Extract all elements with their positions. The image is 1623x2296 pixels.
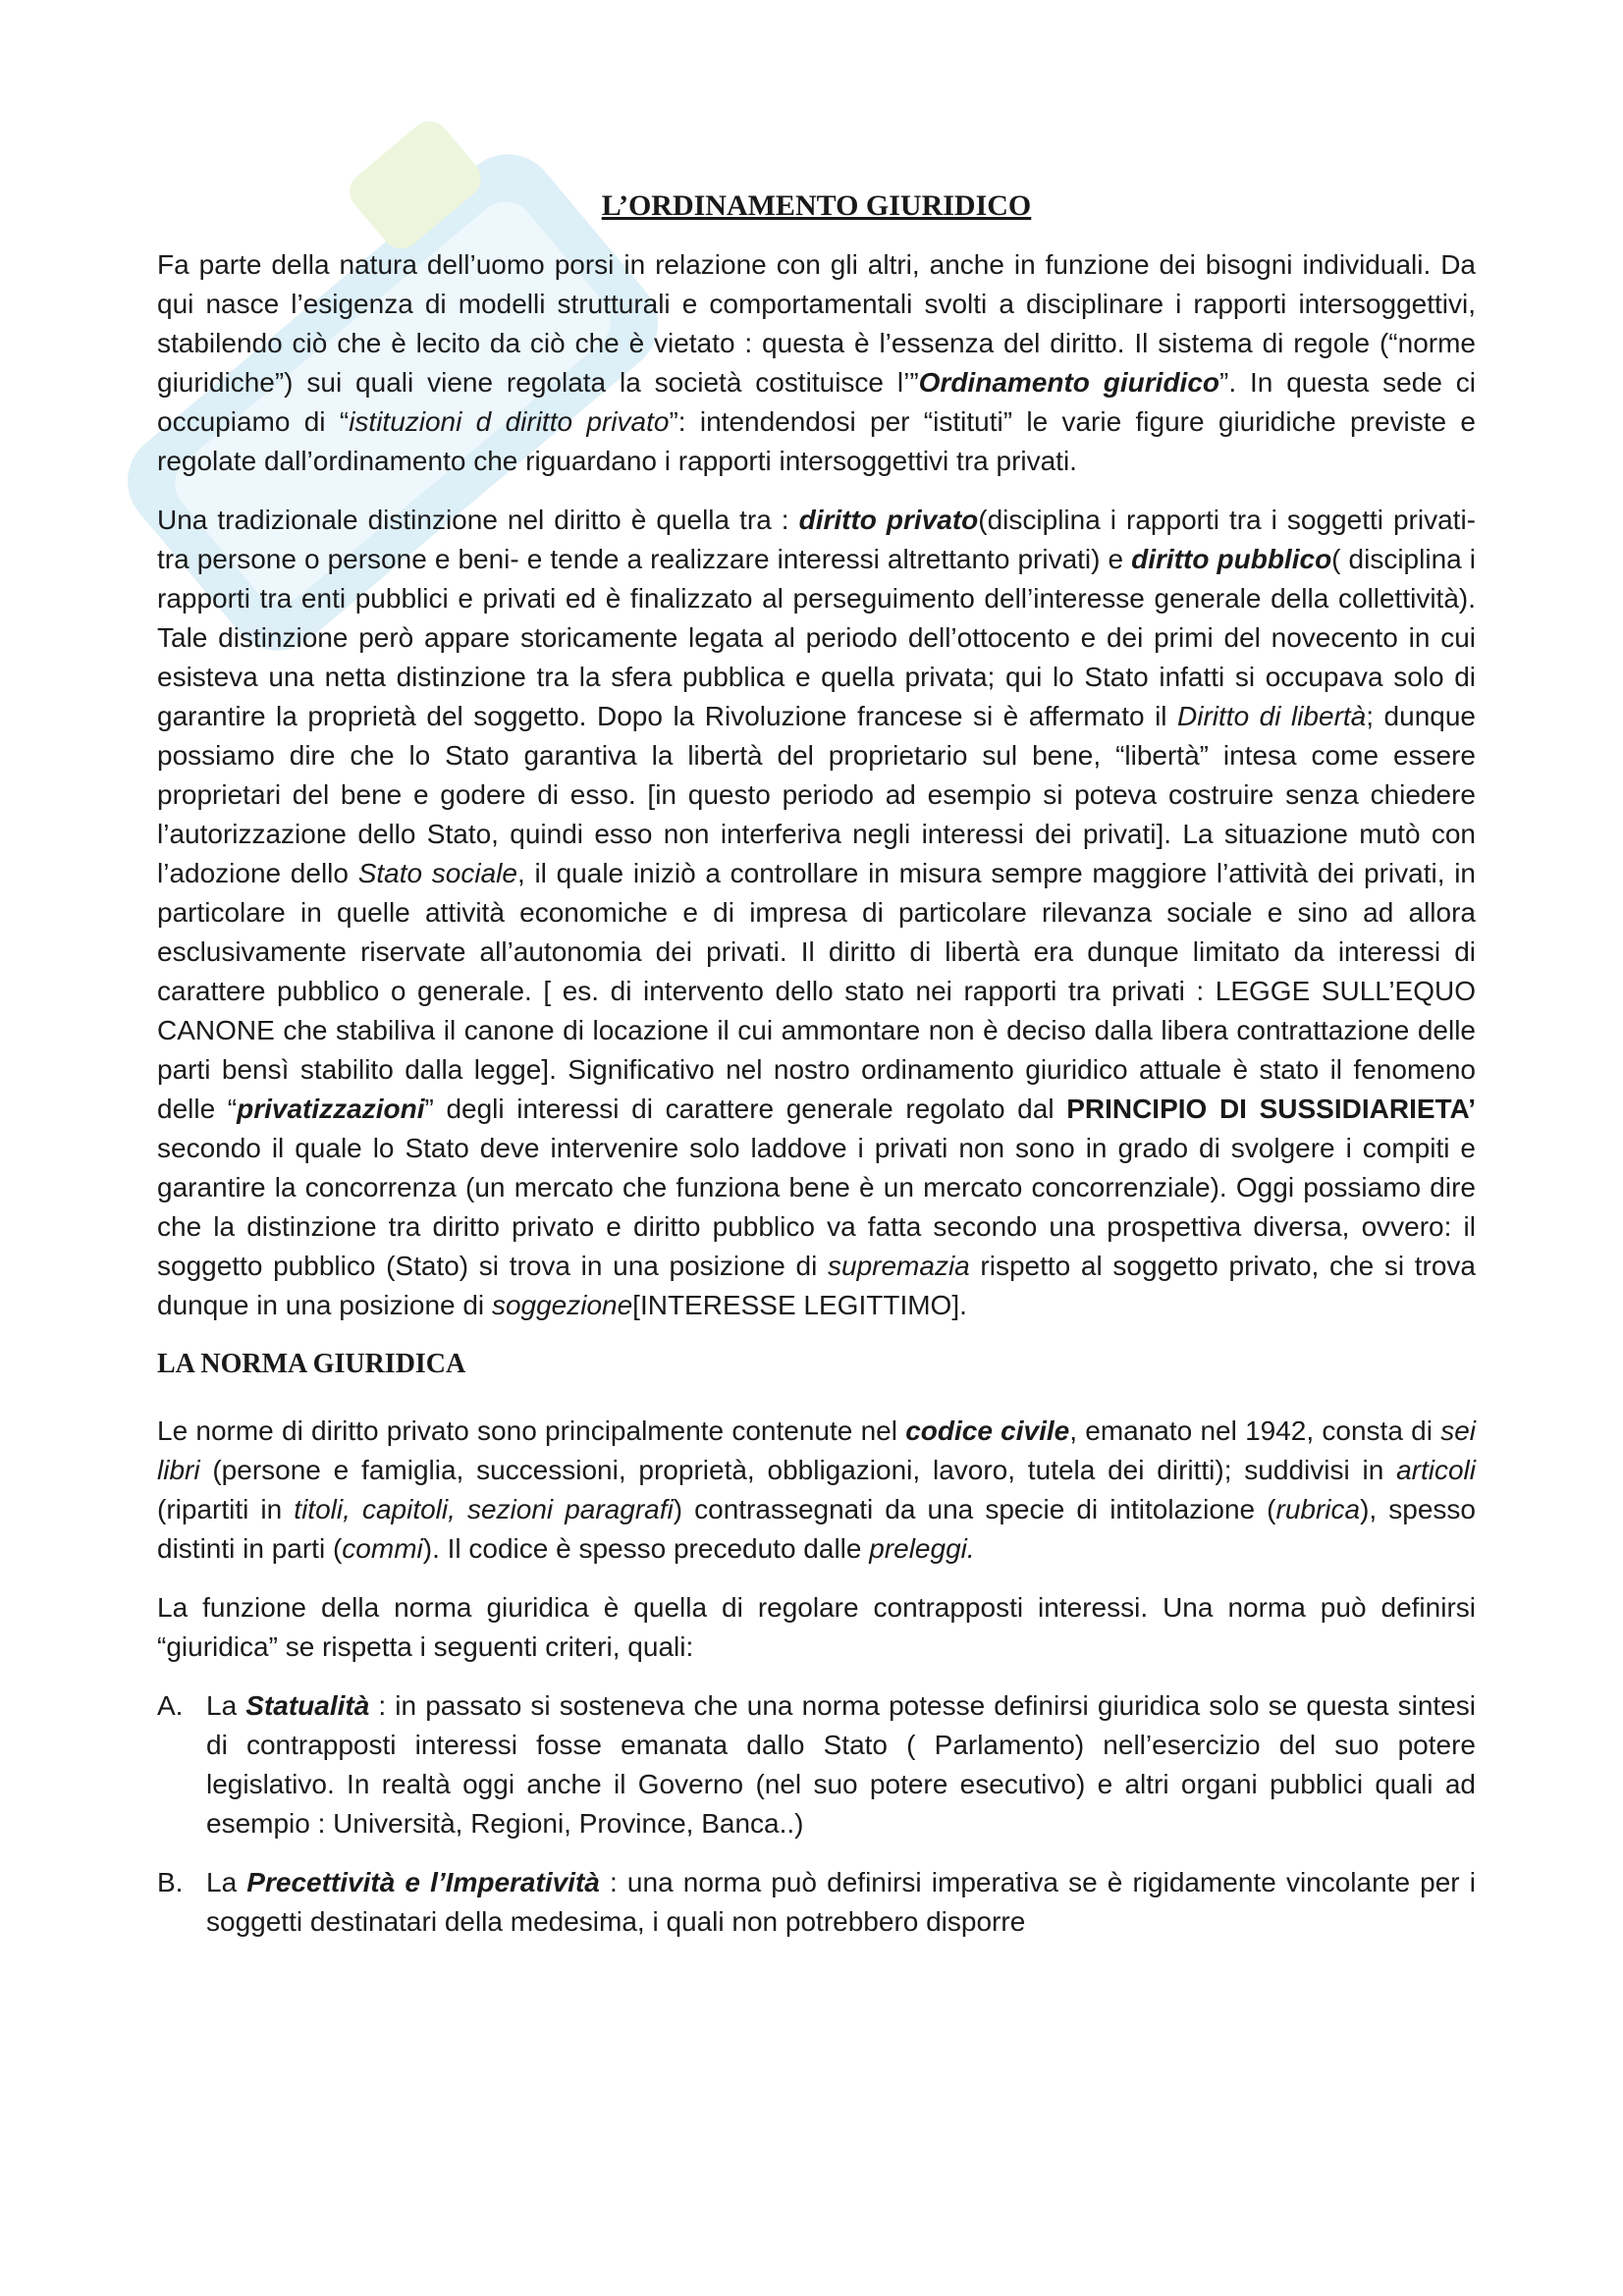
text-run: ; dunque possiamo dire che lo Stato garantiva la libertà del proprietario sul bene, “libertà” intesa come essere proprietari del bene e godere di esso. [in questo periodo ad esempio si poteva costruire senza chiedere l’autorizzazione dello Stato, quindi esso non interferiva negli interessi dei privati]. La situazione mutò con l’adozione dello xyxy=(157,701,1476,888)
text-run: secondo il quale lo Stato deve intervenire solo laddove i privati non sono in grado di svolgere i compiti e garantire la concorrenza (un mercato che funziona bene è un mercato concorrenziale). Oggi possiamo dire che la distinzione tra diritto privato e diritto pubblico va fatta secondo una prospettiva diversa, ovvero: il soggetto pubblico (Stato) si trova in una posizione di xyxy=(157,1133,1476,1281)
paragraph-funzione xyxy=(157,1588,1476,1667)
list-item xyxy=(157,1686,1476,1843)
text-run: ). Il codice è spesso preceduto dalle xyxy=(422,1533,870,1564)
text-run: La xyxy=(206,1867,247,1897)
emphasis-text: privatizzazioni xyxy=(237,1094,425,1124)
text-run: ”. In questa sede ci occupiamo di “ xyxy=(157,367,1477,437)
document-title: L’ORDINAMENTO GIURIDICO xyxy=(601,189,1032,222)
emphasis-text: preleggi. xyxy=(869,1533,975,1564)
emphasis-text: diritto privato xyxy=(798,505,979,535)
text-run: Le norme di diritto privato sono principalmente contenute nel xyxy=(157,1415,906,1446)
emphasis-text: soggezione xyxy=(491,1290,633,1320)
emphasis-text: supremazia xyxy=(828,1251,970,1281)
emphasis-text: Precettività e l’Imperatività xyxy=(246,1867,600,1897)
emphasis-text: istituzioni d diritto privato xyxy=(349,406,670,437)
text-run: , emanato nel 1942, consta di xyxy=(1069,1415,1441,1446)
paragraph-intro xyxy=(157,245,1476,481)
document-page xyxy=(157,187,1476,1961)
text-run: La xyxy=(206,1690,246,1721)
text-run: ”: intendendosi per “istituti” le varie figure giuridiche previste e regolate dall’ordinamento che riguardano i rapporti intersoggettivi tra privati. xyxy=(157,406,1476,476)
emphasis-text: codice civile xyxy=(905,1415,1070,1446)
text-run: [INTERESSE LEGITTIMO]. xyxy=(632,1290,967,1320)
list-marker: B. xyxy=(157,1867,184,1897)
emphasis-text: Statualità xyxy=(245,1690,370,1721)
list-marker: A. xyxy=(157,1690,184,1721)
criteria-list xyxy=(157,1686,1476,1942)
emphasis-text: titoli, capitoli, sezioni paragrafi xyxy=(294,1494,674,1524)
emphasis-text: commi xyxy=(342,1533,423,1564)
text-run: ” degli interessi di carattere generale regolato dal xyxy=(424,1094,1067,1124)
text-run: : una norma può definirsi imperativa se è rigidamente vincolante per i soggetti destinatari della medesima, i quali non potrebbero disporre xyxy=(206,1867,1476,1937)
text-run: ), spesso distinti in parti ( xyxy=(157,1494,1476,1564)
text-run: La funzione della norma giuridica è quella di regolare contrapposti interessi. Una norma può definirsi “giuridica” se rispetta i seguenti criteri, quali: xyxy=(157,1592,1476,1662)
emphasis-text: Ordinamento giuridico xyxy=(918,367,1219,398)
text-run: Una tradizionale distinzione nel diritto è quella tra : xyxy=(157,505,799,535)
emphasis-text: diritto pubblico xyxy=(1131,544,1332,574)
text-run: ( disciplina i rapporti tra enti pubblici e privati ed è finalizzato al perseguimento dell’interesse generale della collettività). Tale distinzione però appare storicamente legata al periodo dell’ottocento e dei primi del novecento in cui esisteva una netta distinzione tra la sfera pubblica e quella privata; qui lo Stato infatti si occupava solo di garantire la proprietà del soggetto. Dopo la Rivoluzione francese si è affermato il xyxy=(157,544,1476,731)
paragraph-codice-civile xyxy=(157,1412,1476,1569)
text-run: (persone e famiglia, successioni, proprietà, obbligazioni, lavoro, tutela dei diritti); suddivisi in xyxy=(199,1455,1397,1485)
emphasis-text: rubrica xyxy=(1275,1494,1361,1524)
list-item xyxy=(157,1863,1476,1942)
section-heading: LA NORMA GIURIDICA xyxy=(157,1349,466,1379)
list-item-text xyxy=(206,1867,1476,1937)
list-item-text xyxy=(206,1690,1476,1839)
text-run: Fa parte della natura dell’uomo porsi in relazione con gli altri, anche in funzione dei bisogni individuali. Da qui nasce l’esigenza di modelli strutturali e comportamentali svolti a disciplinare i rapporti intersoggettivi, stabilendo ciò che è lecito da ciò che è vietato : questa è l’essenza del diritto. Il sistema di regole (“norme giuridiche”) sui quali viene regolata la società costituisce l’” xyxy=(157,249,1476,398)
emphasis-text: Stato sociale xyxy=(357,858,517,888)
emphasis-text: articoli xyxy=(1396,1455,1476,1485)
text-run: : in passato si sosteneva che una norma potesse definirsi giuridica solo se questa sintesi di contrapposti interessi fosse emanata dallo Stato ( Parlamento) nell’esercizio del suo potere legislativo. In realtà oggi anche il Governo (nel suo potere esecutivo) e altri organi pubblici quali ad esempio : Università, Regioni, Province, Banca..) xyxy=(206,1690,1476,1839)
text-run: ) contrassegnati da una specie di intitolazione ( xyxy=(673,1494,1276,1524)
text-run: (disciplina i rapporti tra i soggetti privati- tra persone o persone e beni- e tende a realizzare interessi altrettanto privati) e xyxy=(157,505,1476,574)
emphasis-text: sei libri xyxy=(157,1415,1476,1485)
text-run: (ripartiti in xyxy=(157,1494,295,1524)
emphasis-text: PRINCIPIO DI SUSSIDIARIETA’ xyxy=(1066,1094,1477,1124)
text-run: , il quale iniziò a controllare in misura sempre maggiore l’attività dei privati, in particolare in quelle attività economiche e di impresa di particolare rilevanza sociale e sino ad allora esclusivamente riservate all’autonomia dei privati. Il diritto di libertà era dunque limitato da interessi di carattere pubblico o generale. [ es. di intervento dello stato nei rapporti tra privati : LEGGE SULL’EQUO CANONE che stabiliva il canone di locazione il cui ammontare non è deciso dalla libera contrattazione delle parti bensì stabilito dalla legge]. Significativo nel nostro ordinamento giuridico attuale è stato il fenomeno delle “ xyxy=(157,858,1476,1124)
text-run: rispetto al soggetto privato, che si trova dunque in una posizione di xyxy=(157,1251,1476,1320)
emphasis-text: Diritto di libertà xyxy=(1177,701,1367,731)
paragraph-distinction xyxy=(157,501,1476,1325)
